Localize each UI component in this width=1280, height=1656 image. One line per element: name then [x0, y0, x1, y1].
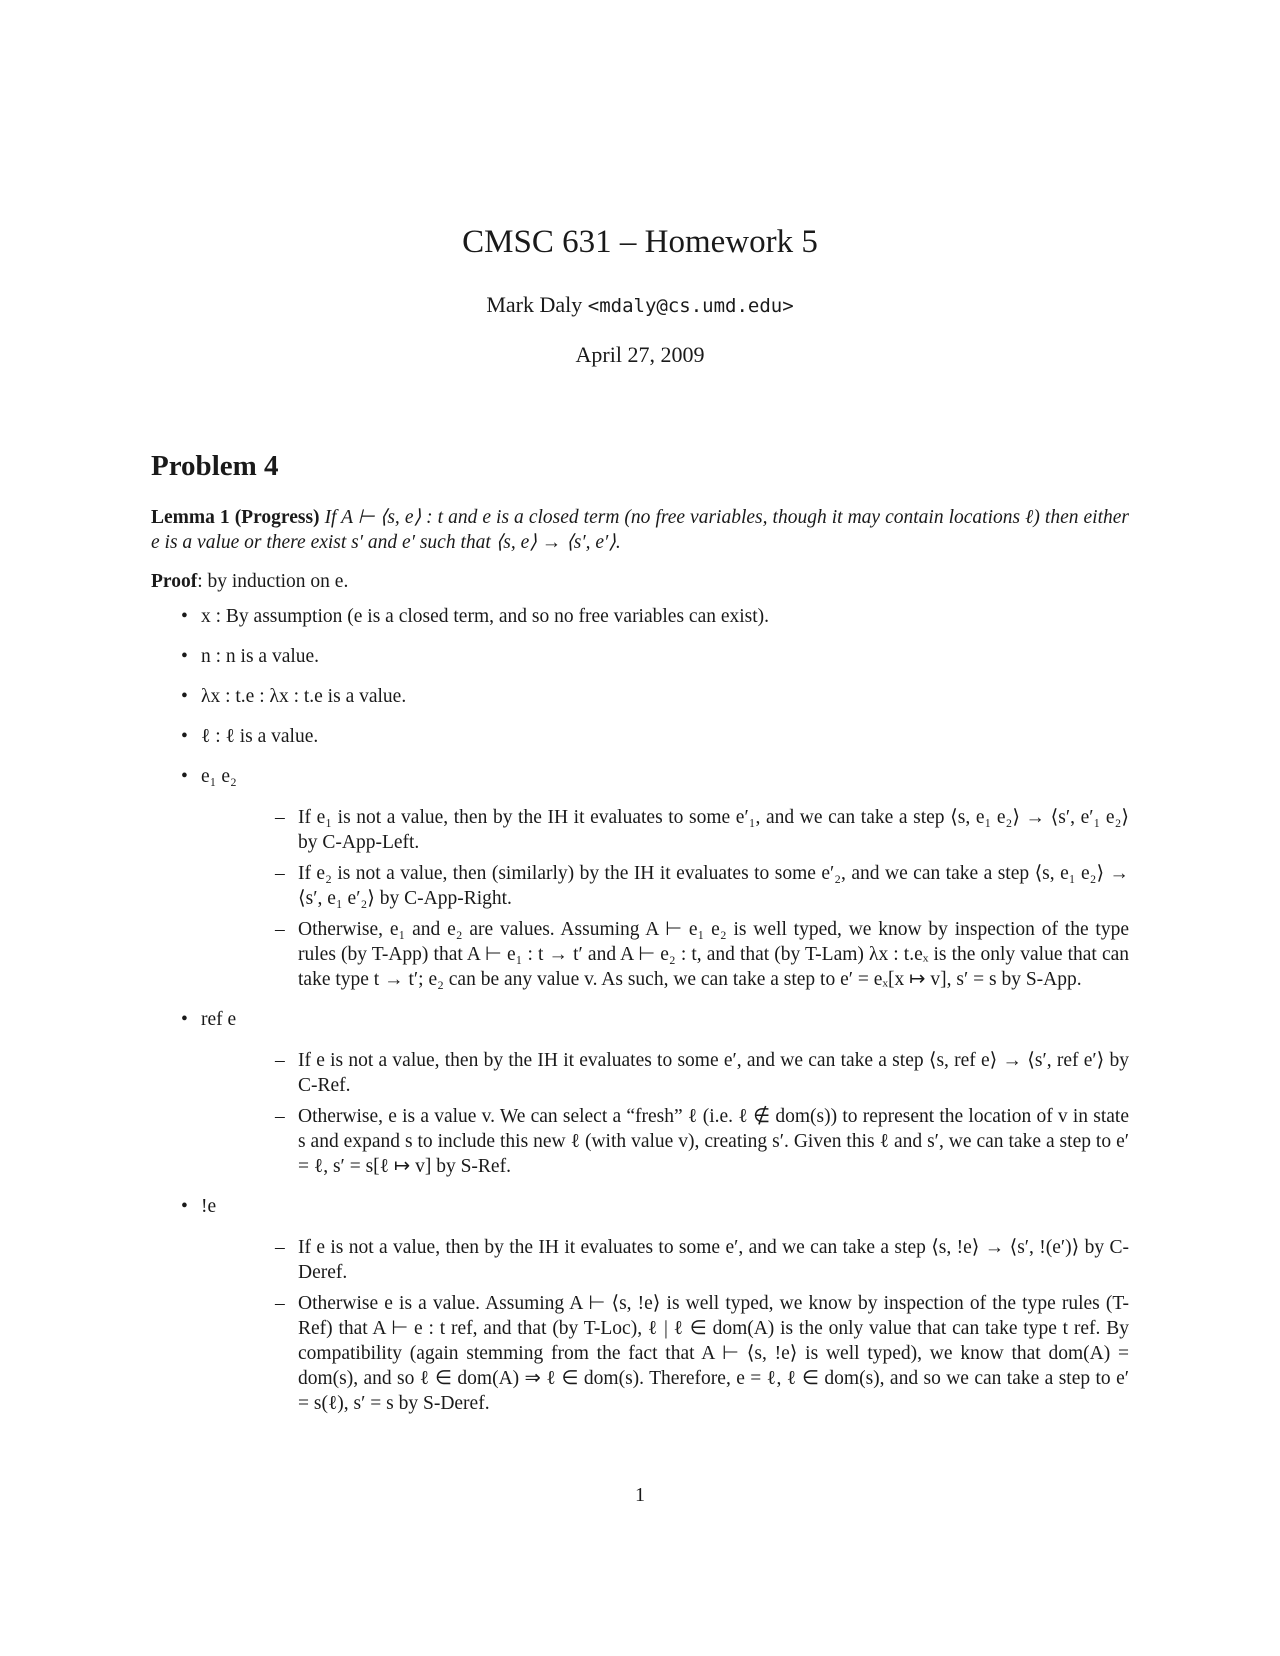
- dash-icon: –: [275, 1237, 285, 1258]
- bullet-icon: •: [181, 1009, 188, 1030]
- proof-case: [151, 684, 1129, 709]
- dash-icon: –: [275, 1293, 285, 1314]
- author-name: Mark Daly: [486, 292, 583, 317]
- sub-case: [201, 1048, 1129, 1098]
- section-heading: Problem 4: [151, 450, 279, 482]
- sub-case-text: If e is not a value, then by the IH it evaluates to some e′, and we can take a step ⟨s, ref e⟩ → ⟨s′, ref e′⟩ by C-Ref.: [298, 1050, 1129, 1096]
- sub-case-text: If e₁ is not a value, then by the IH it evaluates to some e′₁, and we can take a step ⟨s, e₁ e₂⟩ → ⟨s′, e′₁ e₂⟩ by C-App-Left.: [298, 807, 1129, 853]
- dash-icon: –: [275, 1050, 285, 1071]
- sub-case-text: If e is not a value, then by the IH it evaluates to some e′, and we can take a step ⟨s, !e⟩ → ⟨s′, !(e′)⟩ by C-Deref.: [298, 1237, 1129, 1283]
- bullet-icon: •: [181, 1196, 188, 1217]
- bullet-icon: •: [181, 766, 188, 787]
- bullet-icon: •: [181, 606, 188, 627]
- document-title: CMSC 631 – Homework 5: [462, 224, 818, 260]
- case-head: !e: [201, 1196, 217, 1217]
- dash-icon: –: [275, 807, 285, 828]
- sub-case: [201, 805, 1129, 855]
- bullet-icon: •: [181, 726, 188, 747]
- bullet-icon: •: [181, 646, 188, 667]
- sub-case-list: [201, 1235, 1129, 1416]
- sub-case-text: Otherwise, e₁ and e₂ are values. Assuming A ⊢ e₁ e₂ is well typed, we know by inspection of the type rules (by T-App) that A ⊢ e₁ : t → t′ and A ⊢ e₂ : t, and that (by T-Lam) λx : t.eₓ is the only value that can take type t → t′; e₂ can be any value v. As such, we can take a step to e′ = eₓ[x ↦ v], s′ = s by S-App.: [298, 919, 1129, 990]
- dash-icon: –: [275, 919, 285, 940]
- proof-intro: [151, 569, 1129, 594]
- document-date: April 27, 2009: [575, 342, 705, 367]
- author-line: [0, 292, 1280, 318]
- sub-case: [201, 1104, 1129, 1179]
- lemma-text: If A ⊢ ⟨s, e⟩ : t and e is a closed term (no free variables, though it may contain locations ℓ) then either e is a value or there exist s′ and e′ such that ⟨s, e⟩ → ⟨s′, e′⟩.: [151, 507, 1129, 553]
- sub-case-text: Otherwise, e is a value v. We can select a “fresh” ℓ (i.e. ℓ ∉ dom(s)) to represent the location of v in state s and expand s to include this new ℓ (with value v), creating s′. Given this ℓ and s′, we can take a step to e′ = ℓ, s′ = s[ℓ ↦ v] by S-Ref.: [298, 1106, 1129, 1177]
- sub-case-text: If e₂ is not a value, then (similarly) by the IH it evaluates to some e′₂, and we can take a step ⟨s, e₁ e₂⟩ → ⟨s′, e₁ e′₂⟩ by C-App-Right.: [298, 863, 1129, 909]
- document-body: [151, 505, 1129, 1431]
- proof-case: [151, 604, 1129, 629]
- sub-case: [201, 1291, 1129, 1416]
- case-head: n : n is a value.: [201, 646, 320, 667]
- dash-icon: –: [275, 863, 285, 884]
- proof-case: [151, 1007, 1129, 1179]
- sub-case-list: [201, 1048, 1129, 1179]
- sub-case-text: Otherwise e is a value. Assuming A ⊢ ⟨s, !e⟩ is well typed, we know by inspection of the type rules (T-Ref) that A ⊢ e : t ref, and that (by T-Loc), ℓ | ℓ ∈ dom(A) is the only value that can take type t ref. By compatibility (again stemming from the fact that A ⊢ ⟨s, !e⟩ is well typed), we know that dom(A) = dom(s), and so ℓ ∈ dom(A) ⇒ ℓ ∈ dom(s). Therefore, e = ℓ, ℓ ∈ dom(s), and so we can take a step to e′ = s(ℓ), s′ = s by S-Deref.: [298, 1293, 1129, 1414]
- proof-case: [151, 644, 1129, 669]
- case-list: [151, 604, 1129, 1416]
- lemma-label: Lemma 1 (Progress): [151, 507, 320, 528]
- case-head: x : By assumption (e is a closed term, and so no free variables can exist).: [201, 606, 770, 627]
- sub-case: [201, 917, 1129, 992]
- sub-case: [201, 861, 1129, 911]
- case-head: ℓ : ℓ is a value.: [201, 726, 319, 747]
- page-number: 1: [635, 1484, 645, 1506]
- author-email: <mdaly@cs.umd.edu>: [587, 295, 794, 317]
- proof-case: [151, 724, 1129, 749]
- case-head: e₁ e₂: [201, 766, 237, 787]
- bullet-icon: •: [181, 686, 188, 707]
- dash-icon: –: [275, 1106, 285, 1127]
- proof-case: [151, 1194, 1129, 1416]
- lemma-statement: [151, 505, 1129, 555]
- proof-case: [151, 764, 1129, 992]
- proof-text: : by induction on e.: [197, 571, 349, 592]
- proof-label: Proof: [151, 571, 198, 592]
- sub-case: [201, 1235, 1129, 1285]
- case-head: ref e: [201, 1009, 237, 1030]
- case-head: λx : t.e : λx : t.e is a value.: [201, 686, 407, 707]
- sub-case-list: [201, 805, 1129, 992]
